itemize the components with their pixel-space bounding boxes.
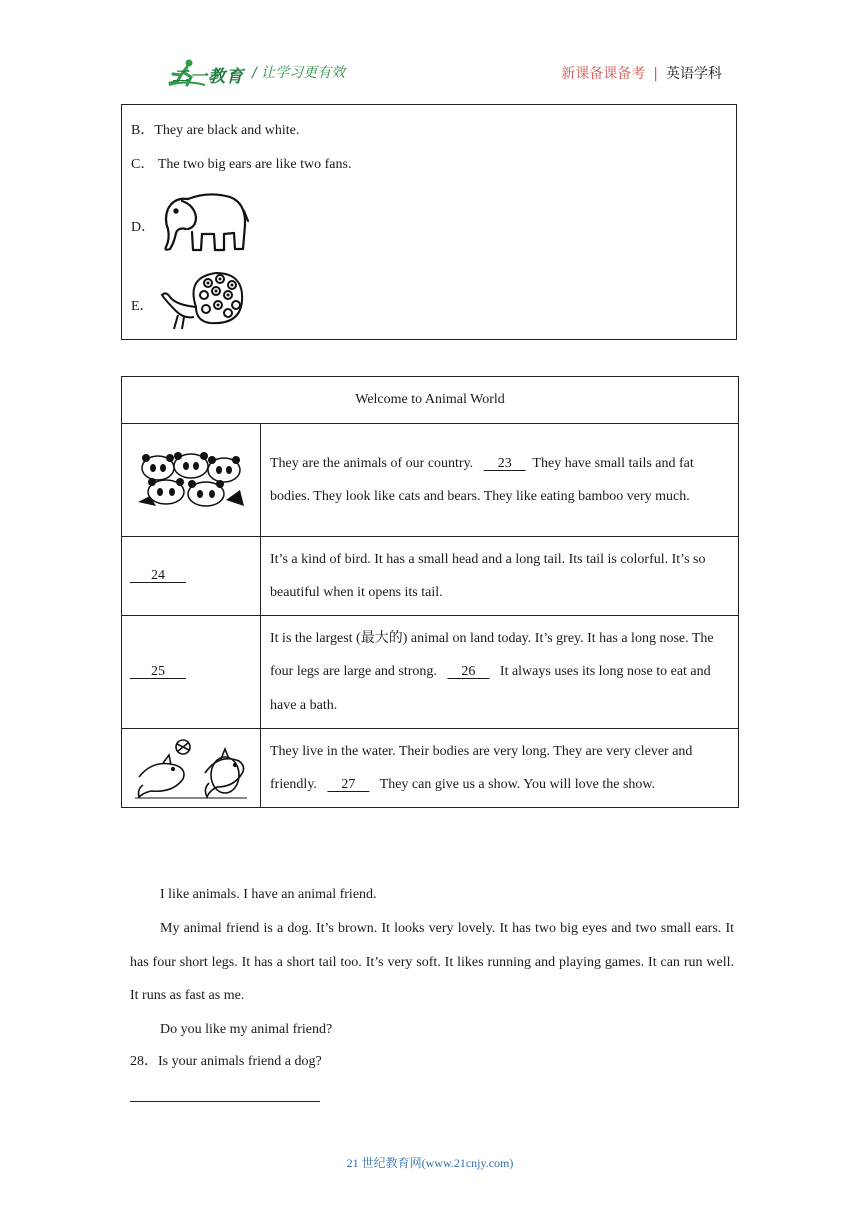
elephant-picture-icon — [158, 187, 250, 257]
table-title: Welcome to Animal World — [122, 377, 739, 424]
header-separator: | — [653, 66, 658, 82]
options-box — [121, 104, 737, 340]
row-27-text: They live in the water. Their bodies are very long. They are very clever and friendly. 27 They can give us a show. You will love the show. — [261, 729, 739, 808]
header-subject: 英语学科 — [666, 66, 722, 82]
blank-25: 25 — [151, 664, 165, 679]
option-c: C． The two big ears are like two fans. — [131, 157, 352, 172]
table-row — [122, 537, 739, 616]
passage-paragraph: Do you like my animal friend? — [160, 1022, 333, 1038]
row-24-text: It’s a kind of bird. It has a small head and a long tail. Its tail is colorful. It’s so beautiful when it opens its tail. — [261, 537, 739, 616]
logo-text: 二一教育 — [172, 67, 244, 87]
page-footer: 21 世纪教育网(www.21cnjy.com) — [346, 1156, 514, 1170]
passage-paragraph: My animal friend is a dog. It’s brown. It looks very lovely. It has two big eyes and two small ears. It has four short legs. It has a short tail too. It’s very soft. It likes running and playing games. It can run well. It runs as fast as me. — [130, 920, 734, 1004]
dolphins-picture-icon — [133, 737, 249, 799]
blank-24-cell — [122, 537, 261, 616]
option-d: D． — [131, 220, 156, 235]
blank-25-cell — [122, 616, 261, 729]
animal-world-table — [121, 376, 739, 808]
table-row — [122, 424, 739, 537]
slogan: / 让学习更有效 — [252, 65, 346, 81]
row-26-text: It is the largest (最大的) animal on land today. It’s grey. It has a long nose. The four legs are large and strong. 26 It always uses its long nose to eat and have a bath. — [261, 616, 739, 729]
row-23-text: They are the animals of our country. 23 They have small tails and fat bodies. They look like cats and bears. They like eating bamboo very much. — [261, 424, 739, 537]
pandas-picture-icon — [136, 450, 246, 510]
option-e: E． — [131, 299, 154, 314]
dolphins-cell — [122, 729, 261, 808]
header-right — [561, 63, 722, 83]
peacock-picture-icon — [156, 267, 246, 333]
question-28: 28．Is your animals friend a dog? — [130, 1054, 322, 1069]
table-row — [122, 616, 739, 729]
blank-27: 27 — [341, 777, 356, 792]
option-b: B．They are black and white. — [131, 123, 300, 138]
blank-26: 26 — [461, 664, 476, 680]
page-header — [0, 0, 860, 95]
table-row — [122, 729, 739, 808]
answer-line[interactable] — [130, 1101, 320, 1102]
pandas-cell — [122, 424, 261, 537]
reading-passage — [130, 878, 734, 1047]
blank-23: 23 — [497, 455, 512, 471]
passage-paragraph: I like animals. I have an animal friend. — [160, 887, 377, 902]
blank-24: 24 — [151, 568, 165, 583]
header-tag: 新课备课备考 — [561, 66, 646, 82]
